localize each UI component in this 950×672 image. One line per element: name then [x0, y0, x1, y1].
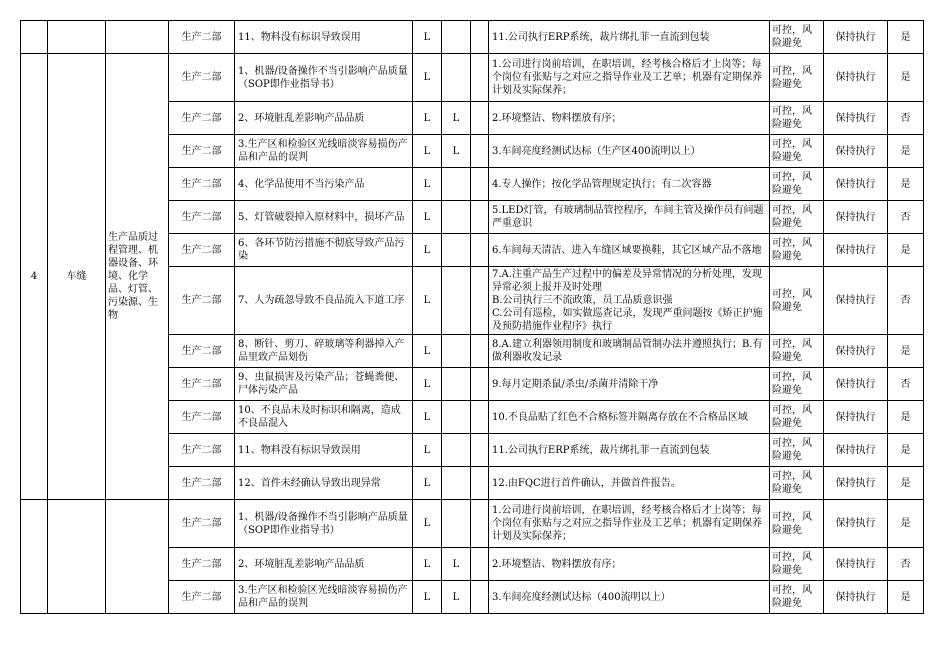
department-cell: 生产二部 — [169, 368, 235, 401]
severity-level-cell: L — [442, 548, 471, 581]
action-cell: 保持执行 — [824, 201, 888, 234]
spacer-cell — [471, 102, 489, 135]
likelihood-level-cell: L — [413, 401, 442, 434]
control-status-cell: 可控，风险避免 — [770, 401, 824, 434]
risk-description-cell: 3.生产区和检验区光线暗淡容易损伤产品和产品的误判 — [235, 135, 413, 168]
risk-category-cell — [106, 500, 169, 614]
control-status-cell: 可控，风险避免 — [770, 234, 824, 267]
control-measure-cell: 4.专人操作；按化学品管理规定执行；有二次容器 — [489, 168, 770, 201]
action-cell: 保持执行 — [824, 168, 888, 201]
control-measure-cell: 3.车间亮度经测试达标（生产区400流明以上） — [489, 135, 770, 168]
risk-description-cell: 5、灯管破裂掉入原材料中，损坏产品 — [235, 201, 413, 234]
process-cell: 车缝 — [48, 54, 106, 500]
likelihood-level-cell: L — [413, 500, 442, 548]
action-cell: 保持执行 — [824, 548, 888, 581]
severity-level-cell — [442, 368, 471, 401]
risk-description-cell: 11、物料没有标识导致误用 — [235, 434, 413, 467]
department-cell: 生产二部 — [169, 500, 235, 548]
severity-level-cell: L — [442, 135, 471, 168]
action-cell: 保持执行 — [824, 54, 888, 102]
risk-description-cell: 6、各环节防污措施不彻底导致产品污染 — [235, 234, 413, 267]
risk-description-cell: 7、人为疏忽导致不良品流入下道工序 — [235, 267, 413, 335]
spacer-cell — [471, 201, 489, 234]
compliance-result-cell: 否 — [888, 548, 924, 581]
control-measure-cell: 11.公司执行ERP系统，裁片绑扎菲一直流到包装 — [489, 21, 770, 54]
control-status-cell: 可控，风险避免 — [770, 368, 824, 401]
department-cell: 生产二部 — [169, 54, 235, 102]
control-measure-cell: 11.公司执行ERP系统，裁片绑扎菲一直流到包装 — [489, 434, 770, 467]
compliance-result-cell: 否 — [888, 267, 924, 335]
likelihood-level-cell: L — [413, 267, 442, 335]
action-cell: 保持执行 — [824, 434, 888, 467]
item-number-cell — [21, 21, 48, 54]
control-measure-cell: 5.LED灯管，有玻璃制品管控程序，车间主管及操作员有问题严重意识 — [489, 201, 770, 234]
action-cell: 保持执行 — [824, 234, 888, 267]
compliance-result-cell: 是 — [888, 54, 924, 102]
compliance-result-cell: 是 — [888, 467, 924, 500]
compliance-result-cell: 是 — [888, 335, 924, 368]
control-measure-cell: 1.公司进行岗前培训，在职培训，经考核合格后才上岗等；每个岗位有张贴与之对应之指导作业及工艺单；机器有定期保养计划及实际保养； — [489, 54, 770, 102]
department-cell: 生产二部 — [169, 434, 235, 467]
action-cell: 保持执行 — [824, 267, 888, 335]
severity-level-cell: L — [442, 102, 471, 135]
control-measure-cell: 1.公司进行岗前培训，在职培训，经考核合格后才上岗等；每个岗位有张贴与之对应之指导作业及工艺单；机器有定期保养计划及实际保养； — [489, 500, 770, 548]
likelihood-level-cell: L — [413, 548, 442, 581]
table-row — [21, 21, 924, 54]
compliance-result-cell: 否 — [888, 102, 924, 135]
process-cell — [48, 21, 106, 54]
control-measure-cell: 6.车间每天清洁、进入车缝区域要换鞋，其它区域产品不落地 — [489, 234, 770, 267]
risk-category-cell — [106, 21, 169, 54]
spacer-cell — [471, 234, 489, 267]
likelihood-level-cell: L — [413, 467, 442, 500]
risk-description-cell: 3.生产区和检验区光线暗淡容易损伤产品和产品的误判 — [235, 581, 413, 614]
table-row — [21, 54, 924, 102]
severity-level-cell — [442, 54, 471, 102]
severity-level-cell — [442, 267, 471, 335]
department-cell: 生产二部 — [169, 467, 235, 500]
control-status-cell: 可控，风险避免 — [770, 581, 824, 614]
risk-description-cell: 11、物料没有标识导致误用 — [235, 21, 413, 54]
compliance-result-cell: 是 — [888, 500, 924, 548]
spacer-cell — [471, 368, 489, 401]
compliance-result-cell: 是 — [888, 401, 924, 434]
severity-level-cell — [442, 434, 471, 467]
spacer-cell — [471, 267, 489, 335]
spacer-cell — [471, 21, 489, 54]
action-cell: 保持执行 — [824, 21, 888, 54]
spacer-cell — [471, 434, 489, 467]
control-status-cell: 可控，风险避免 — [770, 201, 824, 234]
control-measure-cell: 8.A.建立利器领用制度和玻璃制品管制办法并遵照执行；B.有做利器收发记录 — [489, 335, 770, 368]
risk-description-cell: 2、环境脏乱差影响产品品质 — [235, 102, 413, 135]
item-number-cell — [21, 500, 48, 614]
likelihood-level-cell: L — [413, 581, 442, 614]
control-status-cell: 可控，风险避免 — [770, 267, 824, 335]
control-status-cell: 可控，风险避免 — [770, 335, 824, 368]
control-status-cell: 可控，风险避免 — [770, 135, 824, 168]
control-measure-cell: 3.车间亮度经测试达标（400流明以上） — [489, 581, 770, 614]
table-row — [21, 500, 924, 548]
likelihood-level-cell: L — [413, 201, 442, 234]
severity-level-cell — [442, 467, 471, 500]
department-cell: 生产二部 — [169, 581, 235, 614]
item-number-cell: 4 — [21, 54, 48, 500]
action-cell: 保持执行 — [824, 500, 888, 548]
action-cell: 保持执行 — [824, 368, 888, 401]
compliance-result-cell: 是 — [888, 21, 924, 54]
action-cell: 保持执行 — [824, 467, 888, 500]
control-measure-cell: 9.每月定期杀鼠/杀虫/杀菌并清除干净 — [489, 368, 770, 401]
risk-description-cell: 1、机器/设备操作不当引影响产品质量（SOP即作业指导书） — [235, 500, 413, 548]
compliance-result-cell: 是 — [888, 234, 924, 267]
severity-level-cell — [442, 21, 471, 54]
severity-level-cell — [442, 201, 471, 234]
likelihood-level-cell: L — [413, 135, 442, 168]
department-cell: 生产二部 — [169, 102, 235, 135]
severity-level-cell: L — [442, 581, 471, 614]
control-status-cell: 可控，风险避免 — [770, 467, 824, 500]
spacer-cell — [471, 581, 489, 614]
likelihood-level-cell: L — [413, 335, 442, 368]
control-status-cell: 可控，风险避免 — [770, 500, 824, 548]
risk-description-cell: 10、不良品未及时标识和隔离，造成不良品混入 — [235, 401, 413, 434]
severity-level-cell — [442, 500, 471, 548]
control-status-cell: 可控，风险避免 — [770, 21, 824, 54]
risk-description-cell: 12、首件未经确认导致出现异常 — [235, 467, 413, 500]
department-cell: 生产二部 — [169, 168, 235, 201]
risk-description-cell: 9、虫鼠损害及污染产品；苍蝇粪便、尸体污染产品 — [235, 368, 413, 401]
action-cell: 保持执行 — [824, 335, 888, 368]
control-status-cell: 可控，风险避免 — [770, 54, 824, 102]
control-status-cell: 可控，风险避免 — [770, 102, 824, 135]
risk-description-cell: 8、断针、剪刀、碎玻璃等利器掉入产品里致产品划伤 — [235, 335, 413, 368]
severity-level-cell — [442, 168, 471, 201]
control-status-cell: 可控，风险避免 — [770, 434, 824, 467]
compliance-result-cell: 是 — [888, 168, 924, 201]
risk-description-cell: 4、化学品使用不当污染产品 — [235, 168, 413, 201]
spacer-cell — [471, 168, 489, 201]
spacer-cell — [471, 401, 489, 434]
department-cell: 生产二部 — [169, 335, 235, 368]
action-cell: 保持执行 — [824, 135, 888, 168]
spacer-cell — [471, 548, 489, 581]
control-measure-cell: 7.A.注重产品生产过程中的偏差及异常情况的分析处理，发现异常必须上报并及时处理 B.公司执行三不流政策，员工品质意识强 C.公司有巡检，如实做巡查记录，发现严重问题按《矫正护施及预防措施作业程序》执行 — [489, 267, 770, 335]
likelihood-level-cell: L — [413, 54, 442, 102]
control-measure-cell: 2.环境整洁、物料摆放有序； — [489, 102, 770, 135]
compliance-result-cell: 是 — [888, 434, 924, 467]
department-cell: 生产二部 — [169, 135, 235, 168]
department-cell: 生产二部 — [169, 401, 235, 434]
compliance-result-cell: 是 — [888, 581, 924, 614]
action-cell: 保持执行 — [824, 581, 888, 614]
compliance-result-cell: 否 — [888, 368, 924, 401]
likelihood-level-cell: L — [413, 102, 442, 135]
control-status-cell: 可控，风险避免 — [770, 168, 824, 201]
risk-assessment-table — [20, 20, 924, 614]
risk-description-cell: 2、环境脏乱差影响产品品质 — [235, 548, 413, 581]
likelihood-level-cell: L — [413, 168, 442, 201]
likelihood-level-cell: L — [413, 234, 442, 267]
compliance-result-cell: 否 — [888, 201, 924, 234]
action-cell: 保持执行 — [824, 401, 888, 434]
department-cell: 生产二部 — [169, 267, 235, 335]
spacer-cell — [471, 54, 489, 102]
control-measure-cell: 10.不良品贴了红色不合格标签并隔离存放在不合格品区域 — [489, 401, 770, 434]
likelihood-level-cell: L — [413, 434, 442, 467]
severity-level-cell — [442, 234, 471, 267]
spacer-cell — [471, 467, 489, 500]
risk-category-cell: 生产品质过程管理、机器设备、环境、化学品、灯管、污染源、生物 — [106, 54, 169, 500]
likelihood-level-cell: L — [413, 368, 442, 401]
risk-description-cell: 1、机器/设备操作不当引影响产品质量（SOP即作业指导书） — [235, 54, 413, 102]
process-cell — [48, 500, 106, 614]
control-measure-cell: 12.由FQC进行首件确认，并做首件报告。 — [489, 467, 770, 500]
spacer-cell — [471, 500, 489, 548]
action-cell: 保持执行 — [824, 102, 888, 135]
department-cell: 生产二部 — [169, 234, 235, 267]
spacer-cell — [471, 335, 489, 368]
severity-level-cell — [442, 401, 471, 434]
department-cell: 生产二部 — [169, 21, 235, 54]
control-measure-cell: 2.环境整洁、物料摆放有序； — [489, 548, 770, 581]
compliance-result-cell: 是 — [888, 135, 924, 168]
department-cell: 生产二部 — [169, 548, 235, 581]
control-status-cell: 可控，风险避免 — [770, 548, 824, 581]
likelihood-level-cell: L — [413, 21, 442, 54]
spacer-cell — [471, 135, 489, 168]
department-cell: 生产二部 — [169, 201, 235, 234]
severity-level-cell — [442, 335, 471, 368]
